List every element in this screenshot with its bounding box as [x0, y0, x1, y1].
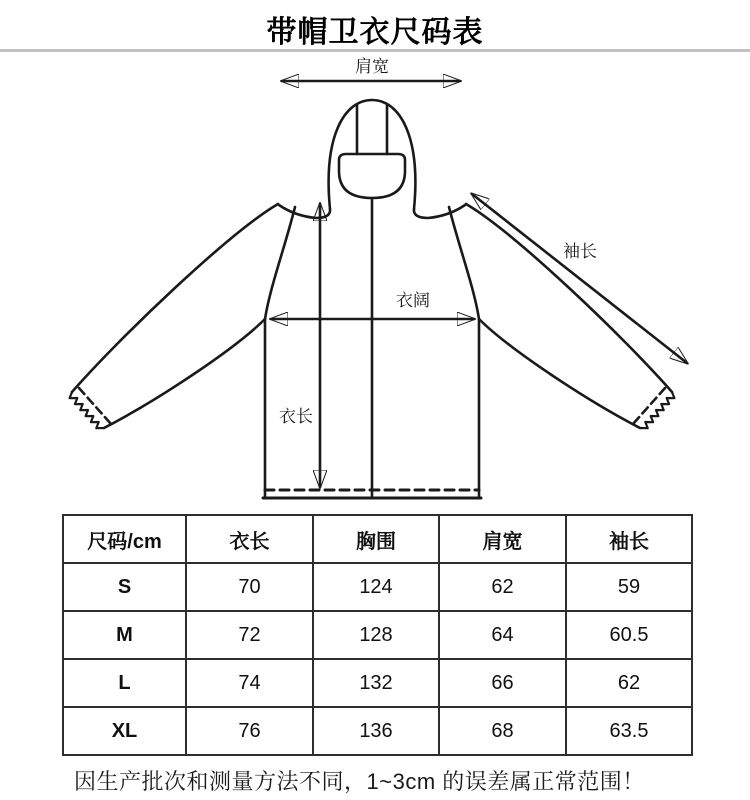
sleeve-length-arrow: [472, 194, 687, 363]
size-label: M: [63, 611, 186, 659]
value-cell: 76: [186, 707, 313, 755]
size-table-header-row: [63, 515, 692, 563]
value-cell: 63.5: [566, 707, 692, 755]
sleeve-length-label: 袖长: [563, 242, 597, 261]
garment-length-label: 衣长: [279, 407, 313, 426]
value-cell: 70: [186, 563, 313, 611]
left-sleeve-inner-edge: [104, 319, 265, 428]
value-cell: 59: [566, 563, 692, 611]
table-row-m: [63, 611, 692, 659]
left-collar-shoulder-line: [279, 205, 330, 218]
value-cell: 128: [313, 611, 439, 659]
value-cell: 68: [439, 707, 566, 755]
size-label: S: [63, 563, 186, 611]
header-chest: 胸围: [313, 515, 439, 563]
table-row-xl: [63, 707, 692, 755]
table-row-l: [63, 659, 692, 707]
value-cell: 132: [313, 659, 439, 707]
right-cuff-seam-dashed: [633, 388, 665, 424]
value-cell: 136: [313, 707, 439, 755]
table-row-s: [63, 563, 692, 611]
value-cell: 74: [186, 659, 313, 707]
header-sleeve-length: 袖长: [566, 515, 692, 563]
hoodie-measurement-diagram: [0, 52, 750, 512]
right-sleeve-inner-edge: [479, 319, 640, 428]
value-cell: 62: [439, 563, 566, 611]
value-cell: 72: [186, 611, 313, 659]
value-cell: 60.5: [566, 611, 692, 659]
page-title: 带帽卫衣尺码表: [266, 16, 484, 49]
left-sleeve-outer-edge: [72, 204, 278, 392]
hoodie-drawing: [70, 100, 675, 498]
header-size-cm: 尺码/cm: [63, 515, 186, 563]
value-cell: 66: [439, 659, 566, 707]
right-collar-shoulder-line: [414, 205, 465, 218]
right-sleeve-outer-edge: [466, 204, 672, 392]
chest-width-label: 衣阔: [396, 291, 430, 310]
right-armhole-seam: [449, 207, 479, 319]
value-cell: 62: [566, 659, 692, 707]
size-label: XL: [63, 707, 186, 755]
header-shoulder-width: 肩宽: [439, 515, 566, 563]
hood-face-opening: [339, 154, 405, 198]
shoulder-width-label: 肩宽: [355, 57, 389, 76]
size-label: L: [63, 659, 186, 707]
value-cell: 124: [313, 563, 439, 611]
value-cell: 64: [439, 611, 566, 659]
header-garment-length: 衣长: [186, 515, 313, 563]
tolerance-note: 因生产批次和测量方法不同，1~3cm 的误差属正常范围！: [74, 769, 645, 794]
left-cuff-seam-dashed: [79, 388, 111, 424]
left-armhole-seam: [265, 207, 295, 319]
size-table: [62, 514, 693, 756]
